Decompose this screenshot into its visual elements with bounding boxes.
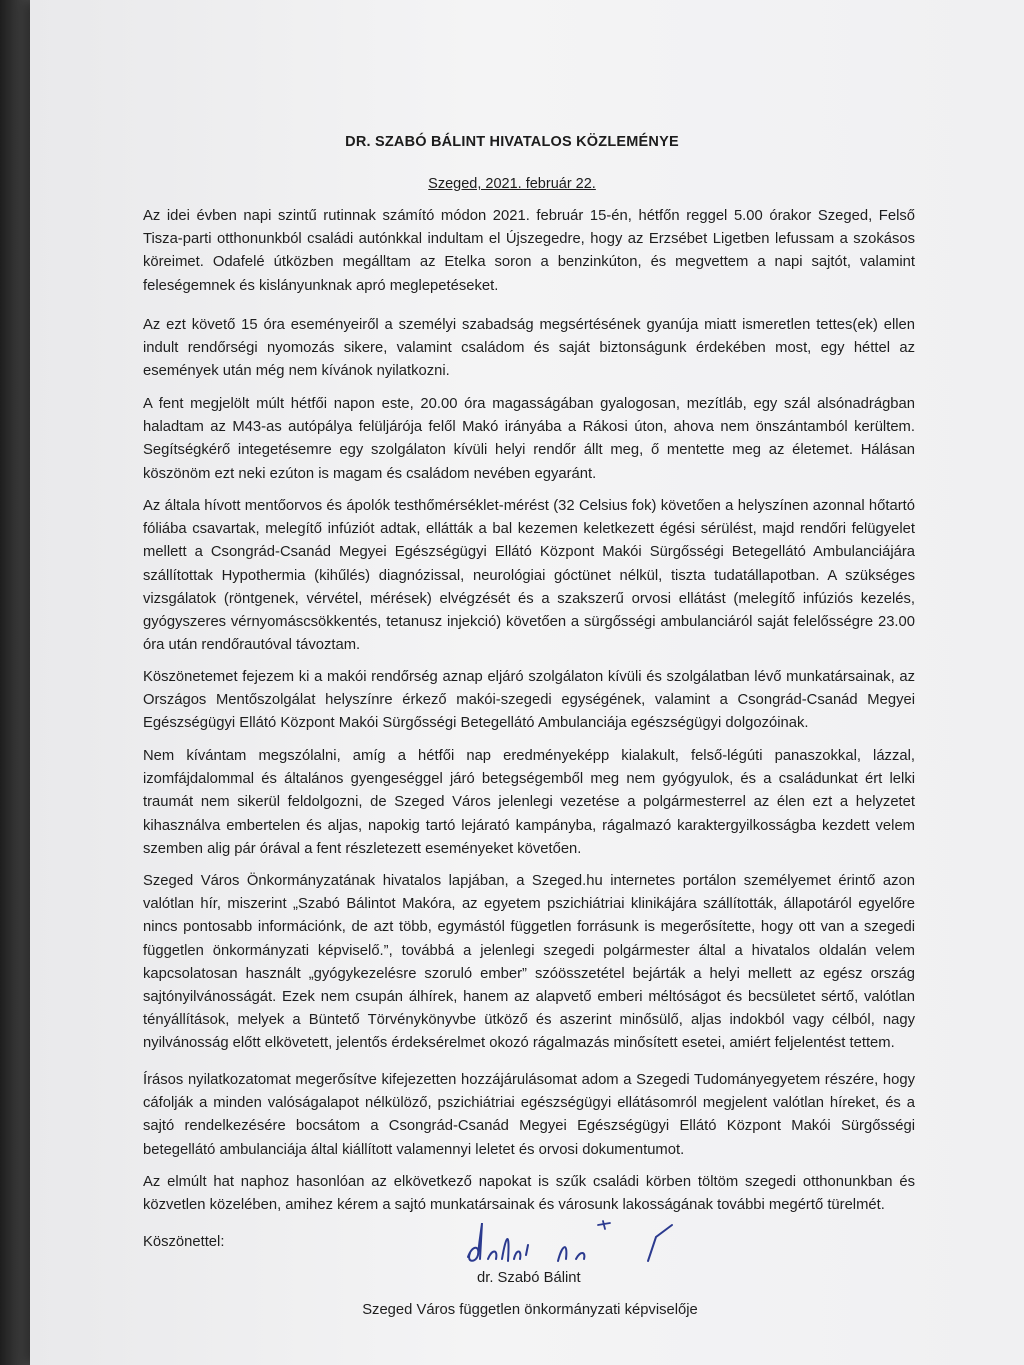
dateline: Szeged, 2021. február 22. [428, 176, 596, 192]
signer-name: dr. Szabó Bálint [477, 1270, 581, 1286]
paragraph-7: Szeged Város Önkormányzatának hivatalos lapjában, a Szeged.hu internetes portálon személyemet érintő azon valótlan hír, miszerint „Szabó Bálintot Makóra, az egyetem pszichiátriai klinikájára szállították, állapotáról egyelőre nincs pontosabb információnk, de azt több, egymástól független forrásunk is megerősítette, hogy ott van a szegedi független önkormányzati képviselő.”, továbbá a jelenlegi szegedi polgármester által a hivatalos oldalán velem kapcsolatosan használt „gyógykezelésre szoruló ember” szóösszetétel bejárták a helyi mellett az egész ország sajtónyilvánosságát. Ezek nem csupán álhírek, hanem az alapvető emberi méltóságot és becsületet sértő, valótlan tényállítások, melyek a Büntető Törvénykönyvbe ütköző és aszerint minősülő, aljas indokból vagy célból, nagy nyilvánosság előtt elkövetett, jelentős érdeksérelmet okozó rágalmazás minősített esetei, amiért feljelentést tettem. [143, 873, 915, 1052]
background-edge [0, 0, 30, 1365]
paragraph-6: Nem kívántam megszólalni, amíg a hétfői nap eredményeképp kialakult, felső-légúti panaszokkal, lázzal, izomfájdalommal és általános gyengeséggel járó betegségemből meg nem gyógyulok, és a családunkat ért lelki traumát nem sikerül feldolgozni, de Szeged Város jelenlegi vezetése a polgármesterrel az élen ezt a helyzetet kihasználva embertelen és aljas, napokig tartó lejárató kampányba, rágalmazó karaktergyilkosságba kezdett velem szemben alig pár órával a fent részletezett eseményeket követően. [143, 748, 915, 857]
paragraph-4: Az általa hívott mentőorvos és ápolók testhőmérséklet-mérést (32 Celsius fok) követően a helyszínen azonnal hőtartó fóliába csavartak, melegítő infúziót adtak, ellátták a bal kezemen keletkezett égési sérülést, majd rendőri felügyelet mellett a Csongrád-Csanád Megyei Egészségügyi Ellátó Központ Makói Sürgősségi Betegellátó Ambulanciájára szállítottak Hypothermia (kihűlés) diagnózissal, neurológiai góctünet nélkül, tiszta tudatállapotban. A szükséges vizsgálatok (röntgenek, vérvétel, mérések) elvégzését és a szakszerű orvosi ellátást (melegítő infúziós kezelés, gyógyszeres vérnyomáscsökkentés, tetanusz injekció) követően a sürgősségi ambulanciáról saját felelősségre 23.00 óra után rendőrautóval távoztam. [143, 498, 915, 654]
paragraph-1: Az idei évben napi szintű rutinnak számító módon 2021. február 15-én, hétfőn reggel 5.00 órakor Szeged, Felső Tisza-parti otthonunkból családi autónkkal indultam el Újszegedre, hogy az Erzsébet Ligetben lefussam a szokásos köreimet. Odafelé útközben megálltam az Etelka soron a benzinkúton, és megvettem a napi sajtót, valamint feleségemnek és kislányunknak apró meglepetéseket. [143, 208, 915, 294]
paragraph-3: A fent megjelölt múlt hétfői napon este, 20.00 óra magasságában gyalogosan, mezítláb, egy szál alsónadrágban haladtam az M43-as autópálya felüljárója felől Makó irányába a Rákosi úton, ahova nem önszántamból kerültem. Segítségkérő integetésemre egy szolgálaton kívüli helyi rendőr állt meg, ő mentette meg az életemet. Hálásan köszönöm ezt neki ezúton is magam és családom nevében egyaránt. [143, 396, 915, 482]
paragraph-5: Köszönetemet fejezem ki a makói rendőrség aznap eljáró szolgálaton kívüli és szolgálatban lévő munkatársainak, az Országos Mentőszolgálat helyszínre érkező makói-szegedi egységének, valamint a Csongrád-Csanád Megyei Egészségügyi Ellátó Központ Makói Sürgősségi Betegellátó Ambulanciája egészségügyi dolgozóinak. [143, 669, 915, 732]
closing-line: Köszönettel: [143, 1234, 225, 1250]
paragraph-2: Az ezt követő 15 óra eseményeiről a személyi szabadság megsértésének gyanúja miatt ismeretlen tettes(ek) ellen indult rendőrségi nyomozás sikere, valamint családom és saját biztonságunk érdekében most, egy héttel az események után még nem kívánok nyilatkozni. [143, 317, 915, 380]
paragraph-8: Írásos nyilatkozatomat megerősítve kifejezetten hozzájárulásomat adom a Szegedi Tudományegyetem részére, hogy cáfolják a minden valóságalapot nélkülöző, pszichiátriai egészségügyi ellátásomról megjelent valótlan híreket, és a sajtó rendelkezésére bocsátom a Csongrád-Csanád Megyei Egészségügyi Ellátó Központ Makói Sürgősségi betegellátó ambulanciája által kiállított valamennyi leletet és orvosi dokumentumot. [143, 1072, 915, 1158]
signer-title: Szeged Város független önkormányzati képviselője [362, 1302, 698, 1318]
handwritten-signature [458, 1215, 688, 1275]
paragraph-9: Az elmúlt hat naphoz hasonlóan az elkövetkező napokat is szűk családi körben töltöm szegedi otthonunkban és közvetlen közelében, amihez kérem a sajtó munkatársainak és városunk lakosságának további megértő türelmét. [143, 1174, 915, 1214]
document-title: DR. SZABÓ BÁLINT HIVATALOS KÖZLEMÉNYE [345, 134, 679, 150]
